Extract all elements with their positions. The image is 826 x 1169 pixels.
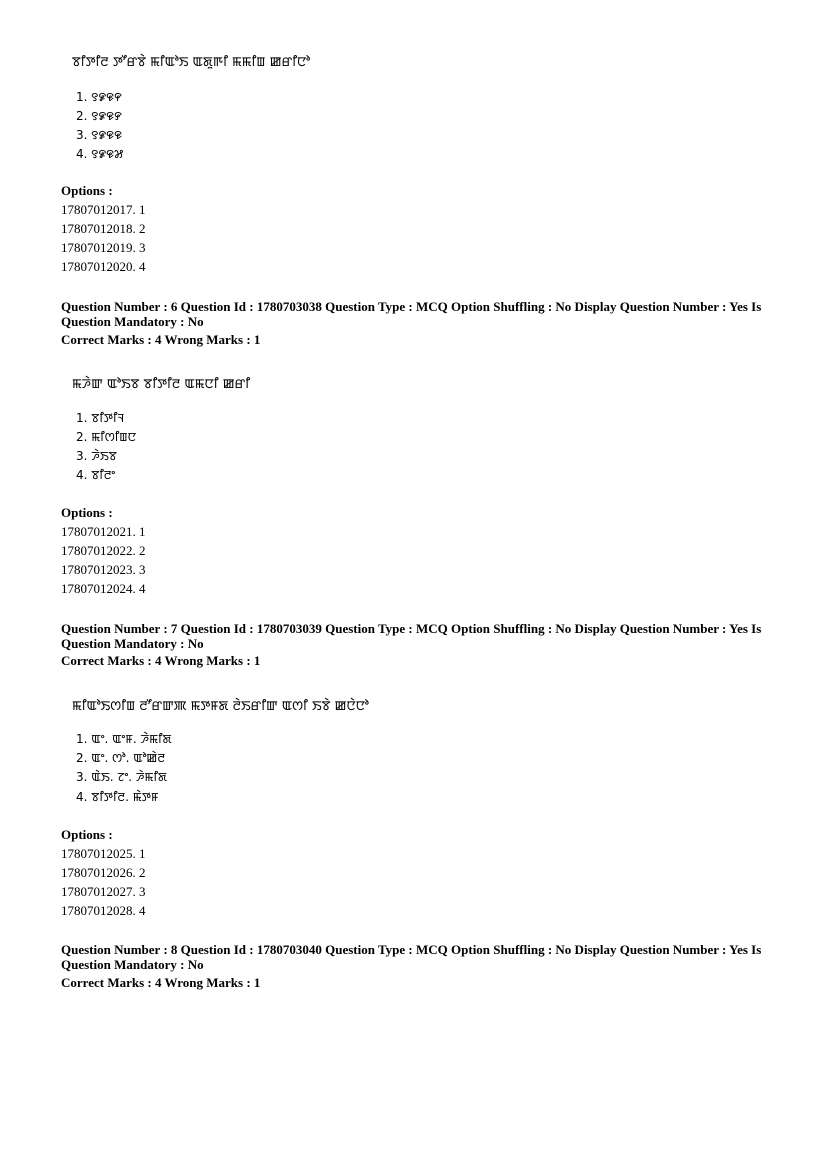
q8-header-line2: Question Mandatory : No (61, 957, 204, 972)
q6-header-line2: Question Mandatory : No (61, 314, 204, 329)
q6-options-label: Options : (61, 505, 113, 520)
q5-option-4: 17807012020. 4 (61, 259, 146, 274)
q6-choice-2: 2. ꯃꯤꯁꯤꯡꯅ (76, 430, 137, 444)
q6-choice-4: 4. ꯕꯤꯂꯦ (76, 468, 116, 482)
q6-header-line1: Question Number : 6 Question Id : 1780703038 Question Type : MCQ Option Shuffling : No Display Question Number : Yes Is (61, 299, 762, 314)
q7-option-4: 17807012028. 4 (61, 903, 146, 918)
q7-choice-4: 4. ꯕꯤꯇꯤꯂ. ꯃꯥꯇꯝ (76, 790, 159, 804)
q7-marks: Correct Marks : 4 Wrong Marks : 1 (61, 653, 261, 668)
q5-option-3: 17807012019. 3 (61, 240, 146, 255)
q6-option-1: 17807012021. 1 (61, 524, 146, 539)
q5-choice-1: 1. ꯱꯹꯶꯵ (76, 90, 122, 104)
q5-options-label: Options : (61, 183, 113, 198)
q5-choice-3: 3. ꯱꯹꯶꯶ (76, 128, 123, 142)
q7-choice-2: 2. ꯑꯦ. ꯁꯣ. ꯑꯣꯀꯥꯂ (76, 751, 166, 765)
q5-choice-4: 4. ꯱꯹꯶꯷ (76, 147, 124, 161)
q7-option-1: 17807012025. 1 (61, 846, 146, 861)
q6-option-2: 17807012022. 2 (61, 543, 146, 558)
q7-header-line2: Question Mandatory : No (61, 636, 204, 651)
q6-choice-1: 1. ꯕꯤꯇꯤꯜ (76, 411, 125, 425)
q8-marks: Correct Marks : 4 Wrong Marks : 1 (61, 975, 261, 990)
q7-stem: ꯃꯤꯑꯣꯏꯁꯤꯡ ꯂꯧꯔꯛꯄ ꯃꯇꯝꯗ ꯂꯥꯏꯔꯤꯛ ꯑꯁꯤ ꯏꯕꯥ ꯀꯅꯥꯅꯣ (72, 699, 369, 714)
q6-marks: Correct Marks : 4 Wrong Marks : 1 (61, 332, 261, 347)
q5-option-1: 17807012017. 1 (61, 202, 146, 217)
q6-stem: ꯃꯍꯥꯛ ꯑꯣꯏꯕ ꯕꯤꯇꯤꯂ ꯑꯃꯅꯤ ꯀꯔꯤ (72, 377, 251, 392)
q7-choice-1: 1. ꯑꯦ. ꯑꯦꯝ. ꯍꯥꯃꯤꯗ (76, 732, 172, 746)
q6-option-3: 17807012023. 3 (61, 562, 146, 577)
q7-options-label: Options : (61, 827, 113, 842)
q7-option-2: 17807012026. 2 (61, 865, 146, 880)
q5-stem: ꯕꯤꯇꯤꯂ ꯇꯧꯔꯕꯥ ꯃꯤꯑꯣꯏ ꯑꯗꯨꯒꯤ ꯃꯃꯤꯡ ꯀꯔꯤꯅꯣ (72, 55, 311, 70)
q7-choice-3: 3. ꯑꯥꯏ. ꯖꯦ. ꯍꯥꯃꯤꯗ (76, 770, 168, 784)
q7-header-line1: Question Number : 7 Question Id : 1780703039 Question Type : MCQ Option Shuffling : No Display Question Number : Yes Is (61, 621, 762, 636)
q8-header-line1: Question Number : 8 Question Id : 1780703040 Question Type : MCQ Option Shuffling : No Display Question Number : Yes Is (61, 942, 762, 957)
q6-option-4: 17807012024. 4 (61, 581, 146, 596)
q7-option-3: 17807012027. 3 (61, 884, 146, 899)
q5-option-2: 17807012018. 2 (61, 221, 146, 236)
q6-choice-3: 3. ꯍꯥꯏꯕ (76, 449, 117, 463)
q5-choice-2: 2. ꯱꯹꯶꯸ (76, 109, 122, 123)
